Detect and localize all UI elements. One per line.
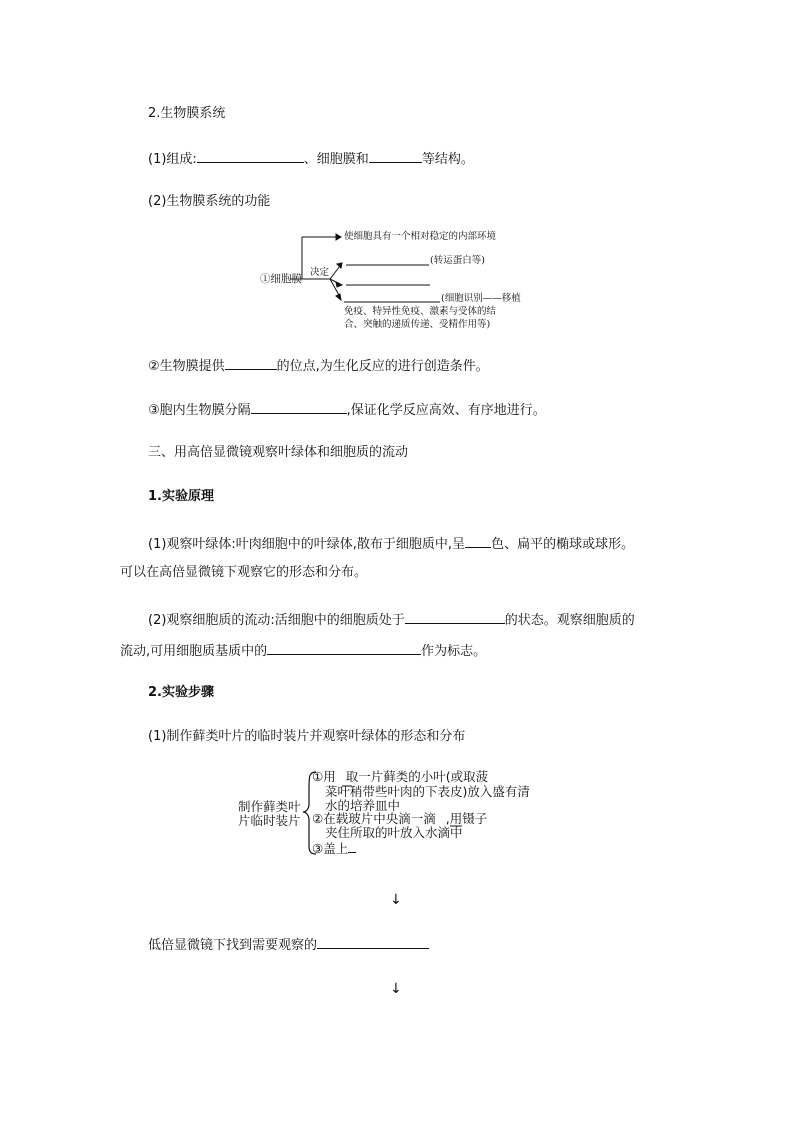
- text: (1)观察叶绿体:叶肉细胞中的叶绿体,散布于细胞质中,呈: [148, 537, 466, 552]
- diagram-branch-label: 决定: [310, 267, 330, 278]
- diagram-root: ①细胞膜: [260, 273, 302, 285]
- text: ①用: [312, 769, 336, 784]
- text: (2)观察细胞质的流动:活细胞中的细胞质处于: [148, 613, 405, 628]
- part-title: 三、用高倍显微镜观察叶绿体和细胞质的流动: [148, 445, 409, 460]
- prep-step2-line2: 夹住所取的叶放入水滴中: [325, 825, 463, 840]
- section-title: 1.实验原理: [148, 489, 214, 504]
- flow-arrow: ↓: [390, 981, 402, 997]
- prep-label-line1: 制作藓类叶: [238, 799, 301, 814]
- text: 低倍显微镜下找到需要观察的: [148, 938, 318, 953]
- diagram-top: 使细胞具有一个相对稳定的内部环境: [344, 231, 497, 242]
- text: 、细胞膜和: [303, 152, 369, 167]
- section-title: 2.实验步骤: [148, 685, 214, 700]
- diagram-low-l3: 合、突触的递质传递、受精作用等): [344, 319, 491, 330]
- section-title: 2.生物膜系统: [148, 106, 226, 121]
- paragraph-line2: 可以在高倍显微镜下观察它的形态和分布。: [120, 565, 368, 580]
- diagram-low-l1: (细胞识别——移植: [441, 293, 521, 304]
- text: ②在载玻片中央滴一滴: [312, 811, 436, 826]
- text: 的状态。观察细胞质的: [504, 613, 635, 628]
- prep-label-line2: 片临时装片: [238, 813, 301, 828]
- text: ,用镊子: [445, 811, 488, 826]
- diagram-low-l2: 免疫、特异性免疫、激素与受体的结: [344, 306, 497, 317]
- prep-step1-line1: [312, 771, 488, 784]
- text: ②生物膜提供: [148, 359, 225, 374]
- paragraph: (2)生物膜系统的功能: [148, 194, 271, 209]
- prep-step3: [312, 841, 356, 856]
- text: ③胞内生物膜分隔: [148, 403, 251, 418]
- text: ,保证化学反应高效、有序地进行。: [346, 403, 546, 418]
- text: 流动,可用细胞质基质中的: [120, 644, 268, 659]
- text: 等结构。: [421, 152, 474, 167]
- text: ③盖上: [312, 841, 349, 856]
- prep-step1-line3: 水的培养皿中: [325, 798, 401, 813]
- diagram-mid1: (转运蛋白等): [430, 255, 485, 266]
- text: 色、扁平的椭球或球形。: [491, 537, 635, 552]
- paragraph: [148, 936, 429, 952]
- prep-step2-line1: [312, 813, 487, 826]
- fill-blank[interactable]: [348, 841, 356, 853]
- text: 的位点,为生化反应的进行创造条件。: [276, 359, 489, 374]
- flow-arrow: ↓: [390, 892, 402, 908]
- fill-blank[interactable]: [317, 936, 429, 949]
- text: 取一片藓类的小叶(或取菠: [345, 769, 489, 784]
- text: (1)组成:: [148, 152, 197, 167]
- prep-step1-line2: 菜叶稍带些叶肉的下表皮)放入盛有清: [325, 784, 530, 799]
- paragraph: (1)制作藓类叶片的临时装片并观察叶绿体的形态和分布: [148, 729, 466, 744]
- text: 作为标志。: [421, 644, 487, 659]
